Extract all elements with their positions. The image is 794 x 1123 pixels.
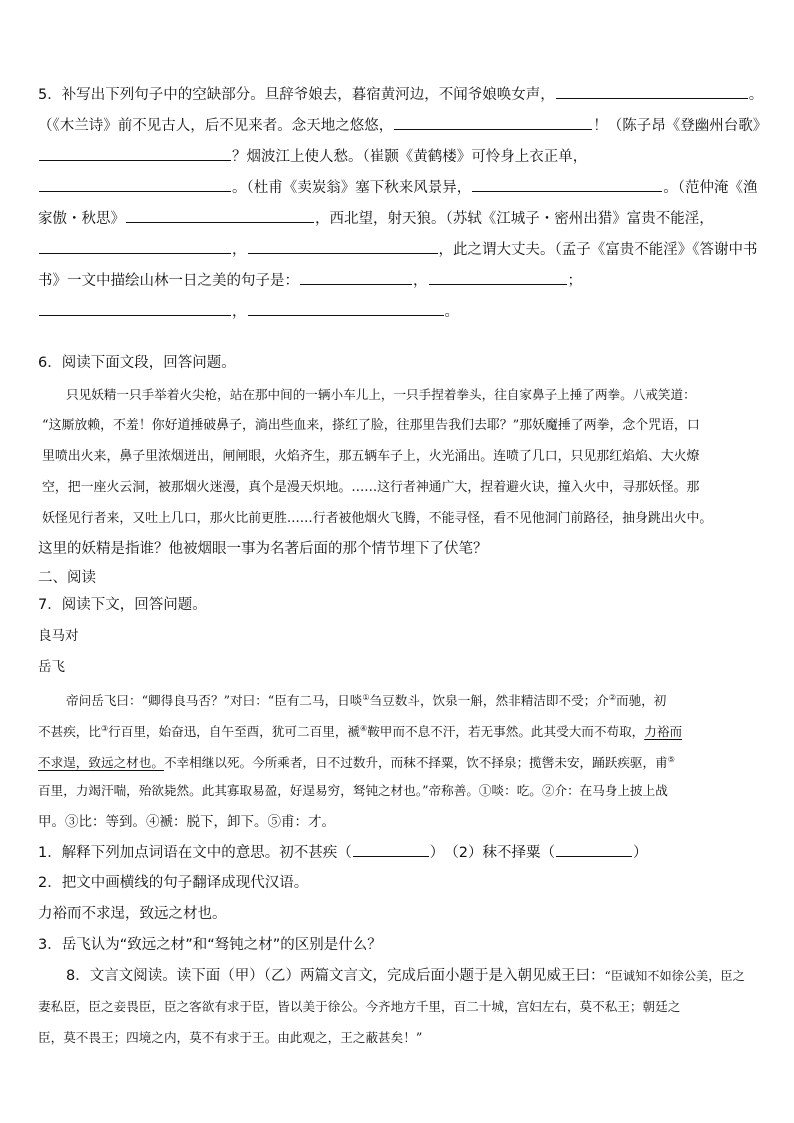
answer-blank[interactable] [39, 239, 231, 254]
q6-passage-line: “这厮放赖，不羞！你好道捶破鼻子，淌出些血来，搽红了脸，往那里告我们去耶？”那妖魔捶了两拳，念个咒语，口 [42, 418, 700, 433]
answer-blank[interactable] [248, 239, 438, 254]
q7-sub-3: 3．岳飞认为“致远之材”和“驽钝之材”的区别是什么？ [38, 937, 382, 953]
answer-blank[interactable] [353, 842, 429, 857]
q6-passage-line: 里喷出火来，鼻子里浓烟迸出，闸闸眼，火焰齐生，那五辆车子上，火光涌出。连喷了几口，只见那红焰焰、大火燎 [42, 449, 700, 464]
answer-blank[interactable] [556, 842, 632, 857]
q6-passage-line: 空，把一座火云洞，被那烟火迷漫，真个是漫天炽地。……这行者神通广大，捏着避火诀，撞入火中，寻那妖怪。那 [42, 480, 700, 495]
q8-line-1: 8．文言文阅读。读下面（甲）（乙）两篇文言文，完成后面小题于是入朝见威王曰：“臣诚知不如徐公美，臣之 [66, 968, 745, 984]
q7-notes: 甲。③比：等到。④褫：脱下，卸下。⑤甫：才。 [38, 814, 335, 830]
q5-line-4: 。（杜甫《卖炭翁》塞下秋来风景异， 。（范仲淹《渔 [38, 177, 758, 198]
q7-sub-1: 1．解释下列加点词语在文中的意思。初不甚疾（ ） （2）秣不择粟（ ） [38, 842, 647, 863]
q5-line-2: （《木兰诗》前不见古人，后不见来者。念天地之悠悠， ！（陈子昂《登幽州台歌》 [38, 115, 767, 136]
q7-sub-2-sentence: 力裕而不求逞，致远之材也。 [38, 906, 227, 922]
answer-blank[interactable] [39, 177, 231, 192]
underlined-sentence: 不求逞，致远之材也。 [38, 755, 164, 771]
answer-blank[interactable] [429, 270, 567, 285]
q7-passage-line-1: 帝问岳飞曰：“卿得良马否？”对曰：“臣有二马，日啖①刍豆数斗，饮泉一斛，然非精洁即不受；介②而驰，初 [66, 693, 667, 709]
q5-text: 5．补写出下列句子中的空缺部分。旦辞爷娘去，暮宿黄河边，不闻爷娘唤女声， [38, 87, 555, 103]
underlined-sentence: 力裕而 [644, 724, 683, 740]
article-author: 岳飞 [38, 659, 65, 675]
q8-line-3: 臣，莫不畏王；四境之内，莫不有求于王。由此观之，王之蔽甚矣！” [38, 1030, 423, 1045]
answer-blank[interactable] [472, 177, 662, 192]
answer-blank[interactable] [556, 84, 748, 99]
q6-title: 6．阅读下面文段，回答问题。 [38, 355, 236, 371]
q7-passage-line-3: 不求逞，致远之材也。不幸相继以死。今所乘者，日不过数升，而秣不择粟，饮不择泉；揽辔未安，踊跃疾驱，甫⑤ [38, 755, 675, 771]
q5-line-1: 5．补写出下列句子中的空缺部分。旦辞爷娘去，暮宿黄河边，不闻爷娘唤女声， 。 [38, 84, 763, 105]
q6-passage-line: 妖怪见行者来，又吐上几口，那火比前更胜……行者被他烟火飞腾，不能寻怪，看不见他洞门前路径，抽身跳出火中。 [42, 511, 713, 526]
answer-blank[interactable] [126, 208, 314, 223]
q6-question: 这里的妖精是指谁？他被烟眼一事为名著后面的那个情节埋下了伏笔？ [38, 541, 488, 557]
q5-line-5: 家傲・秋思》 ，西北望，射天狼。（苏轼《江城子・密州出猎》富贵不能淫， [38, 208, 714, 229]
q8-line-2: 妻私臣，臣之妾畏臣，臣之客欲有求于臣，皆以美于徐公。今齐地方千里，百二十城，宫妇左右，莫不私王；朝廷之 [38, 999, 681, 1014]
answer-blank[interactable] [394, 115, 592, 130]
answer-blank[interactable] [300, 270, 412, 285]
q5-line-6: ， ，此之谓大丈夫。（孟子《富贵不能淫》《答谢中书 [38, 239, 758, 260]
answer-blank[interactable] [39, 301, 231, 316]
answer-blank[interactable] [39, 146, 231, 161]
q7-sub-2: 2．把文中画横线的句子翻译成现代汉语。 [38, 875, 309, 891]
q6-passage-line: 只见妖精一只手举着火尖枪，站在那中间的一辆小车儿上，一只手捏着拳头，往自家鼻子上捶了两拳。八戒笑道： [66, 387, 696, 402]
article-title: 良马对 [38, 628, 79, 644]
q5-line-8: ， 。 [38, 301, 459, 322]
q5-line-7: 书》一文中描绘山林一日之美的句子是： ， ； [38, 270, 582, 291]
answer-blank[interactable] [248, 301, 444, 316]
section-heading: 二、阅读 [38, 570, 96, 586]
q7-title: 7．阅读下文，回答问题。 [38, 597, 207, 613]
q5-line-3: ？烟波江上使人愁。（崔颢《黄鹤楼》可怜身上衣正单， [38, 146, 587, 167]
q7-passage-line-2: 不甚疾，比③行百里，始奋迅，自午至酉，犹可二百里，褫④鞍甲而不息不汗，若无事然。此其受大而不苟取，力裕而 [38, 724, 683, 740]
q7-passage-line-4: 百里，力竭汗喘，殆欲毙然。此其寡取易盈，好逞易穷，驽钝之材也。”帝称善。①啖：吃。②介：在马身上披上战 [38, 783, 668, 798]
